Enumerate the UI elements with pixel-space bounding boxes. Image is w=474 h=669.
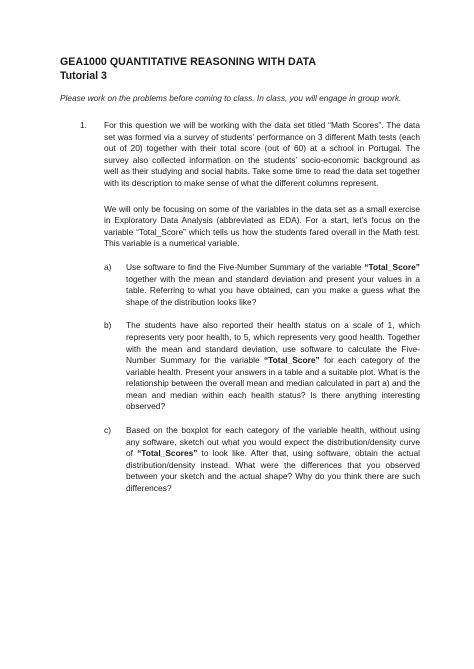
part-c <box>104 425 420 495</box>
part-text-after: for each category of the variable health. Present your answers in a table and a suitable plot. What is the relationship between the overall mean and median calculated in part a) and the mean and median within each health status? Is there anything interesting observed? <box>126 355 420 412</box>
part-label: c) <box>104 425 111 436</box>
question-paragraph-1: For this question we will be working with the data set titled “Math Scores”. The data set was formed via a survey of students’ performance on 3 different Math tests (each out of 20) together with their total score (out of 60) at a school in Portugal. The survey also collected information on the students’ socio-economic background as well as their studying and social habits. Take some time to read the data set together with its description to make sense of what the different columns represent. <box>104 120 420 188</box>
part-label: a) <box>104 261 112 272</box>
part-text-before: Use software to find the Five-Number Summary of the variable <box>126 261 365 272</box>
course-title: GEA1000 QUANTITATIVE REASONING WITH DATA <box>60 56 317 68</box>
part-text-after: together with the mean and standard deviation and present your values in a table. Referring to what you have obtained, can you make a guess what the shape of the distribution looks like? <box>126 273 420 307</box>
part-text-before: Based on the boxplot for each category of the variable health, without using any software, sketch out what you would expect the distribution/density curve of <box>126 425 420 459</box>
question-paragraph-2: We will only be focusing on some of the variables in the data set as a small exercise in Exploratory Data Analysis (abbreviated as EDA). For a start, let’s focus on the variable “Total_Score” which tells us how the students fared overall in the Math test. This variable is a numerical variable. <box>104 203 420 249</box>
part-text-before: The students have also reported their health status on a scale of 1, which represents very poor health, to 5, which represents very good health. Together with the mean and standard deviation, use software to calculate the Five-Number Summary for the variable <box>126 320 420 366</box>
part-b <box>104 320 420 413</box>
part-text <box>126 425 420 495</box>
part-text <box>126 262 420 308</box>
variable-name: “Total_Scores” <box>137 448 198 459</box>
question-body <box>104 120 420 495</box>
part-a <box>104 262 420 308</box>
document-header <box>60 55 430 83</box>
tutorial-title: Tutorial 3 <box>60 70 107 82</box>
question-number: 1. <box>80 120 87 130</box>
part-label: b) <box>104 320 112 331</box>
variable-name: “Total_Score” <box>263 355 320 366</box>
part-text <box>126 320 420 413</box>
part-text-after: to look like. After that, using software, obtain the actual distribution/density instead. What were the differences that you observed between your sketch and the actual shape? Why do you think there are such differences? <box>126 448 421 494</box>
variable-name: “Total_Score” <box>364 261 420 272</box>
intro-instruction: Please work on the problems before coming to class. In class, you will engage in group work. <box>60 93 402 103</box>
